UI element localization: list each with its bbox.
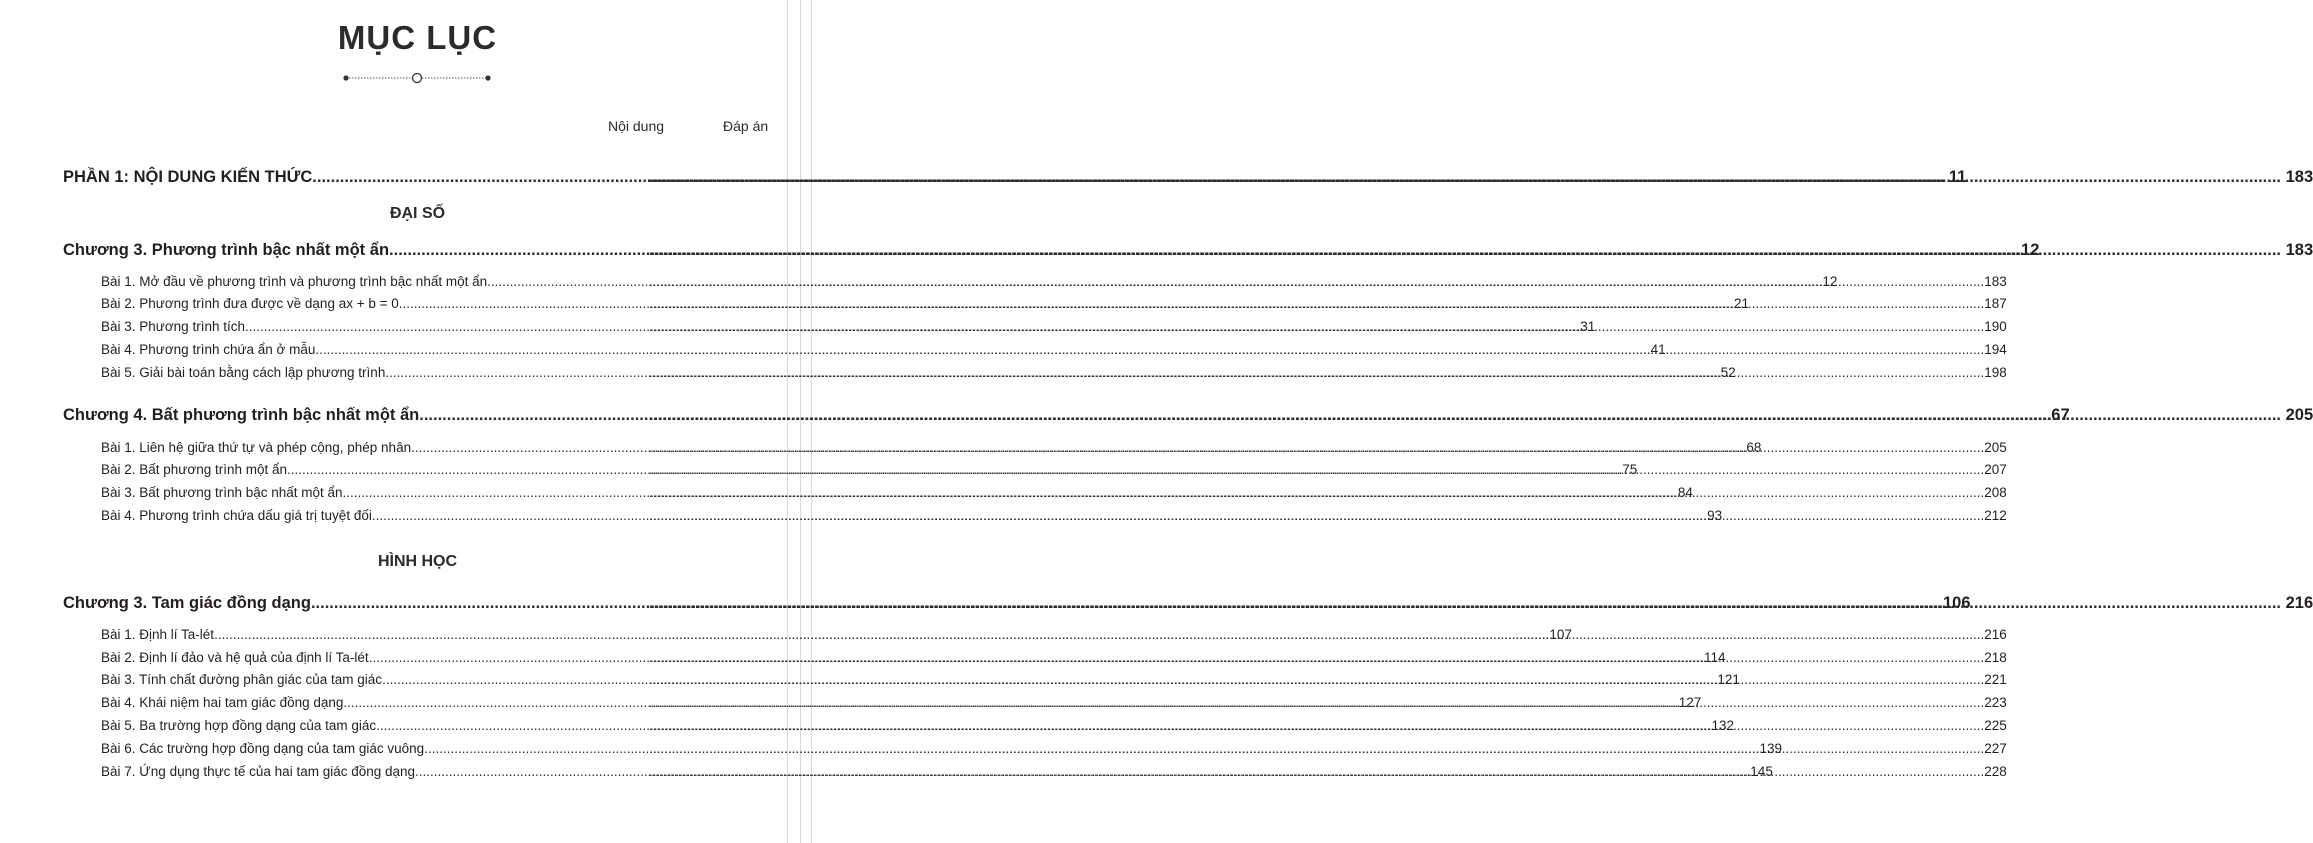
toc-chapter-label: Chương 4. Bất phương trình bậc nhất một ẩn	[63, 406, 420, 424]
dot-leader	[649, 168, 2281, 187]
toc-part-1[interactable]	[63, 168, 2313, 187]
dot-leader	[649, 594, 2281, 613]
toc-lesson-label: Bài 1. Mở đầu về phương trình và phương trình bậc nhất một ẩn	[101, 274, 488, 289]
toc-lesson-label: Bài 3. Tính chất đường phân giác của tam giác	[101, 672, 383, 687]
column-header-content: Nội dung	[608, 118, 665, 134]
answer-page: 205	[2285, 406, 2313, 424]
toc-lesson-label: Bài 7. Ứng dụng thực tế của hai tam giác đồng dạng	[101, 764, 416, 779]
content-page: 75	[1622, 462, 1638, 477]
dot-leader	[649, 485, 1984, 500]
content-page: 67	[2051, 406, 2070, 424]
content-page: 127	[1678, 695, 1702, 710]
answer-page: 194	[1984, 342, 2007, 357]
content-page: 12	[1822, 274, 1838, 289]
toc-lesson-label: Bài 5. Giải bài toán bằng cách lập phương trình	[101, 365, 386, 380]
toc-lesson[interactable]	[101, 365, 2007, 380]
answer-page: 208	[1984, 485, 2007, 500]
content-page: 145	[1750, 764, 1773, 779]
section-heading-geometry: HÌNH HỌC	[377, 553, 458, 570]
toc-lesson[interactable]	[101, 462, 2007, 477]
toc-lesson-label: Bài 3. Bất phương trình bậc nhất một ẩn	[101, 485, 343, 500]
answer-page: 198	[1984, 365, 2007, 380]
toc-lesson[interactable]	[101, 440, 2007, 455]
content-page: 84	[1677, 485, 1693, 500]
answer-page: 225	[1984, 718, 2007, 733]
toc-lesson[interactable]	[101, 672, 2007, 687]
dot-leader	[649, 365, 1984, 380]
dot-leader	[649, 672, 1984, 687]
toc-lesson-label: Bài 2. Định lí đảo và hệ quả của định lí Ta-lét	[101, 650, 369, 665]
dot-leader	[649, 764, 1984, 779]
toc-part-label: PHẦN 1: NỘI DUNG KIẾN THỨC	[63, 168, 313, 186]
toc-lesson-label: Bài 1. Định lí Ta-lét	[101, 627, 215, 642]
dot-leader	[649, 440, 1984, 455]
answer-page: 216	[2285, 594, 2313, 612]
toc-lesson[interactable]	[101, 319, 2007, 334]
toc-lesson-label: Bài 6. Các trường hợp đồng dạng của tam giác vuông	[101, 741, 425, 756]
toc-lesson-label: Bài 4. Phương trình chứa dấu giá trị tuyệt đối	[101, 508, 372, 523]
content-page: 132	[1711, 718, 1734, 733]
dot-leader	[649, 695, 1984, 710]
page-title: MỤC LỤC	[337, 19, 498, 56]
answer-page: 212	[1984, 508, 2007, 523]
answer-page: 183	[1984, 274, 2007, 289]
dot-leader	[649, 342, 1984, 357]
content-page: 93	[1707, 508, 1723, 523]
toc-lesson[interactable]	[101, 508, 2007, 523]
content-page: 68	[1746, 440, 1762, 455]
toc-lesson[interactable]	[101, 741, 2007, 756]
content-page: 114	[1703, 650, 1726, 665]
dot-leader	[649, 627, 1984, 642]
toc-chapter-label: Chương 3. Tam giác đồng dạng	[63, 594, 311, 612]
toc-lesson[interactable]	[101, 485, 2007, 500]
toc-lesson[interactable]	[101, 764, 2007, 779]
content-page: 31	[1580, 319, 1596, 334]
toc-lesson[interactable]	[101, 650, 2007, 665]
content-page: 139	[1759, 741, 1782, 756]
answer-page: 216	[1984, 627, 2007, 642]
toc-lesson-label: Bài 3. Phương trình tích	[101, 319, 245, 334]
content-page: 121	[1717, 672, 1740, 687]
toc-chapter-label: Chương 3. Phương trình bậc nhất một ẩn	[63, 241, 390, 259]
toc-lesson[interactable]	[101, 627, 2007, 642]
answer-page: 221	[1984, 672, 2007, 687]
toc-lesson-label: Bài 2. Bất phương trình một ẩn	[101, 462, 287, 477]
toc-chapter[interactable]	[63, 406, 2313, 425]
answer-page: 223	[1984, 695, 2007, 710]
dot-leader	[649, 741, 1984, 756]
dot-leader	[649, 718, 1984, 733]
content-page: 41	[1650, 342, 1666, 357]
toc-lesson-label: Bài 4. Khái niệm hai tam giác đồng dạng	[101, 695, 344, 710]
toc-lesson[interactable]	[101, 296, 2007, 311]
answer-page: 218	[1984, 650, 2007, 665]
column-header-answer: Đáp án	[723, 118, 769, 134]
dot-leader	[649, 406, 2281, 425]
answer-page: 183	[2285, 241, 2313, 259]
toc-lesson[interactable]	[101, 718, 2007, 733]
toc-lesson-label: Bài 5. Ba trường hợp đồng dạng của tam giác	[101, 718, 377, 733]
content-page: 21	[1734, 296, 1750, 311]
content-page: 11	[1948, 168, 1967, 186]
toc-chapter[interactable]	[63, 594, 2313, 613]
dot-leader	[649, 241, 2281, 260]
toc-lesson-label: Bài 2. Phương trình đưa được về dạng ax + b = 0	[101, 296, 399, 311]
answer-page: 190	[1984, 319, 2007, 334]
dot-leader	[649, 650, 1984, 665]
answer-page: 207	[1984, 462, 2007, 477]
dot-leader	[649, 508, 1984, 523]
section-heading-algebra: ĐẠI SỐ	[389, 205, 446, 222]
answer-page: 187	[1984, 296, 2007, 311]
answer-page: 205	[1984, 440, 2007, 455]
dot-leader	[649, 319, 1984, 334]
dot-leader	[649, 296, 1984, 311]
toc-lesson-label: Bài 1. Liên hệ giữa thứ tự và phép cộng, phép nhân	[101, 440, 412, 455]
content-page: 12	[2021, 241, 2040, 259]
title-ornament	[343, 71, 491, 85]
answer-page: 227	[1984, 741, 2007, 756]
dot-leader	[649, 274, 1984, 289]
content-page: 106	[1942, 594, 1971, 612]
toc-lesson[interactable]	[101, 695, 2007, 710]
content-page: 52	[1720, 365, 1736, 380]
answer-page: 183	[2285, 168, 2313, 186]
dot-leader	[649, 462, 1984, 477]
toc-lesson[interactable]	[101, 342, 2007, 357]
content-page: 107	[1549, 627, 1572, 642]
toc-lesson-label: Bài 4. Phương trình chứa ẩn ở mẫu	[101, 342, 316, 357]
toc-lesson[interactable]	[101, 274, 2007, 289]
answer-page: 228	[1984, 764, 2007, 779]
toc-chapter[interactable]	[63, 241, 2313, 260]
